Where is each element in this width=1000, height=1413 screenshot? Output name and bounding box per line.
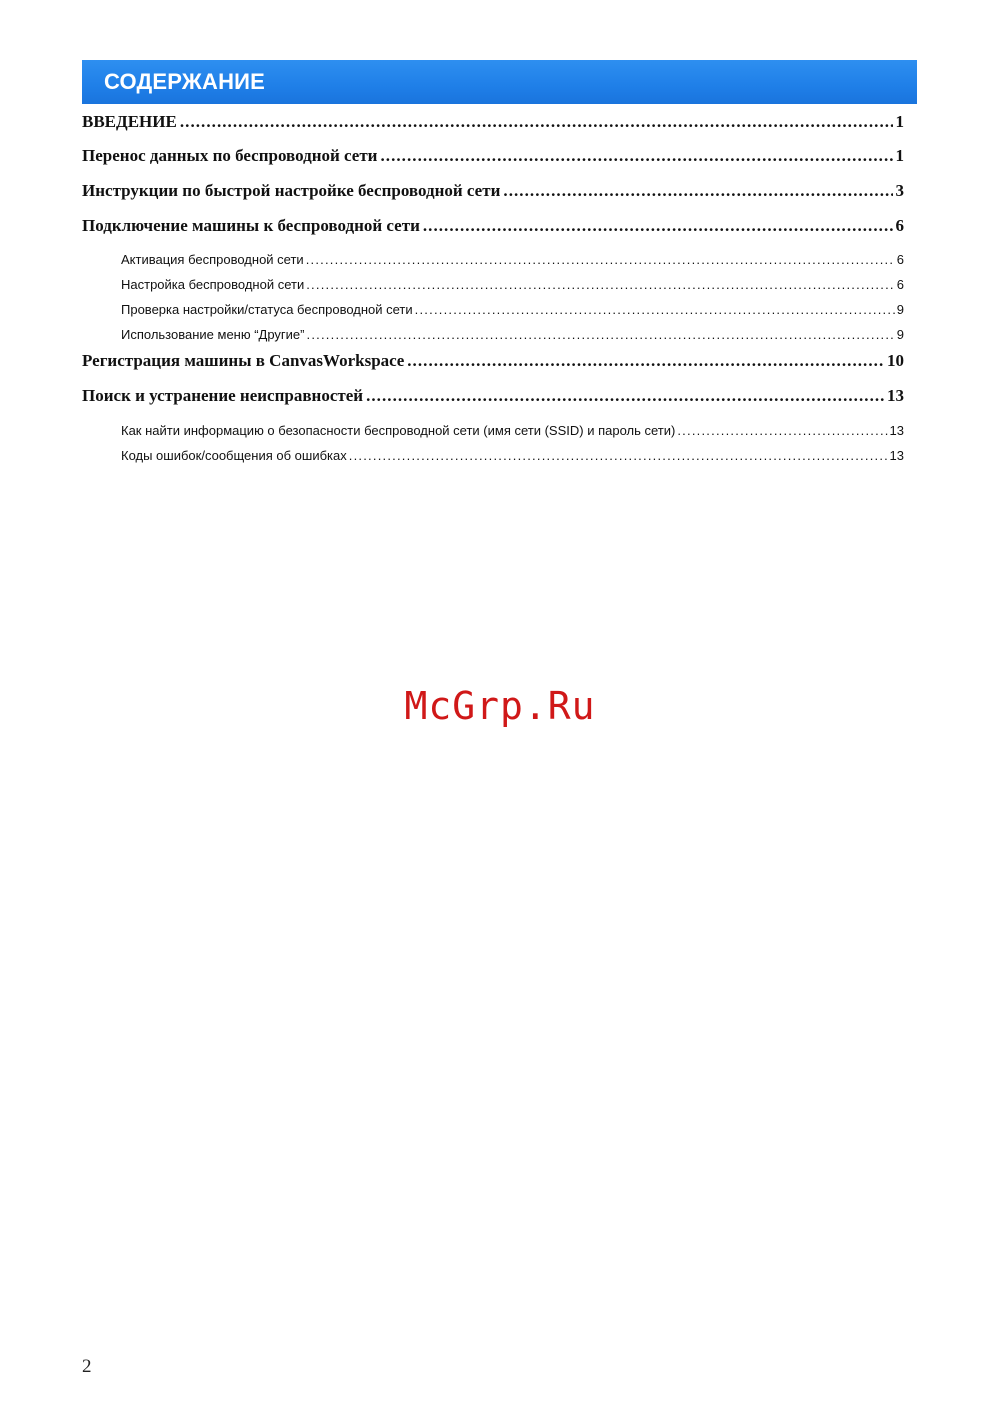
- toc-dot-leader: [306, 252, 895, 267]
- toc-entry-page: 1: [895, 112, 904, 131]
- toc-entry-title: Регистрация машины в CanvasWorkspace: [82, 351, 405, 370]
- toc-entry-title: Активация беспроводной сети: [121, 252, 304, 267]
- toc-entry-page: 3: [895, 181, 904, 200]
- toc-dot-leader: [503, 181, 892, 201]
- toc-entry-title: Коды ошибок/сообщения об ошибках: [121, 448, 347, 463]
- toc-entry-page: 13: [889, 448, 904, 463]
- toc-subentry-other-menu[interactable]: [121, 327, 904, 345]
- toc-dot-leader: [307, 327, 895, 342]
- toc-entry-title: ВВЕДЕНИЕ: [82, 112, 177, 131]
- toc-header-title: СОДЕРЖАНИЕ: [104, 69, 266, 94]
- toc-dot-leader: [423, 216, 893, 236]
- toc-entry-page: 1: [895, 146, 904, 165]
- toc-entry-title: Подключение машины к беспроводной сети: [82, 216, 420, 235]
- toc-header-bar: [82, 60, 917, 104]
- toc-entry-introduction[interactable]: [82, 112, 904, 136]
- watermark-text: McGrp.Ru: [404, 684, 596, 728]
- toc-dot-leader: [306, 277, 895, 292]
- toc-subentry-configure-wireless[interactable]: [121, 277, 904, 295]
- toc-entry-title: Инструкции по быстрой настройке беспроводной сети: [82, 181, 501, 200]
- toc-entry-page: 10: [887, 351, 904, 370]
- toc-entry-wireless-data-transfer[interactable]: [82, 146, 904, 170]
- toc-dot-leader: [380, 146, 892, 166]
- toc-entry-page: 9: [896, 327, 904, 342]
- toc-subentry-check-status[interactable]: [121, 302, 904, 320]
- toc-entry-quick-setup[interactable]: [82, 181, 904, 205]
- toc-entry-page: 9: [896, 302, 904, 317]
- toc-dot-leader: [180, 112, 893, 132]
- toc-dot-leader: [677, 423, 887, 438]
- toc-entry-title: Как найти информацию о безопасности беспроводной сети (имя сети (SSID) и пароль сети): [121, 423, 676, 438]
- toc-entry-title: Перенос данных по беспроводной сети: [82, 146, 378, 165]
- toc-entry-title: Проверка настройки/статуса беспроводной сети: [121, 302, 413, 317]
- toc-entry-page: 6: [895, 216, 904, 235]
- toc-entry-title: Поиск и устранение неисправностей: [82, 386, 364, 405]
- toc-entry-register-canvasworkspace[interactable]: [82, 351, 904, 375]
- toc-entry-troubleshooting[interactable]: [82, 386, 904, 410]
- toc-entry-title: Настройка беспроводной сети: [121, 277, 305, 292]
- toc-dot-leader: [366, 386, 884, 406]
- toc-dot-leader: [407, 351, 884, 371]
- toc-subentry-activate-wireless[interactable]: [121, 252, 904, 270]
- toc-entry-page: 6: [896, 252, 904, 267]
- toc-subentry-find-security-info[interactable]: [121, 423, 904, 441]
- toc-entry-connect-machine[interactable]: [82, 216, 904, 240]
- toc-dot-leader: [349, 448, 888, 463]
- toc-entry-page: 6: [896, 277, 904, 292]
- toc-dot-leader: [415, 302, 895, 317]
- toc-entry-page: 13: [889, 423, 904, 438]
- toc-subentry-error-codes[interactable]: [121, 448, 904, 466]
- toc-entry-title: Использование меню “Другие”: [121, 327, 305, 342]
- page-number: 2: [82, 1356, 92, 1377]
- toc-entry-page: 13: [887, 386, 904, 405]
